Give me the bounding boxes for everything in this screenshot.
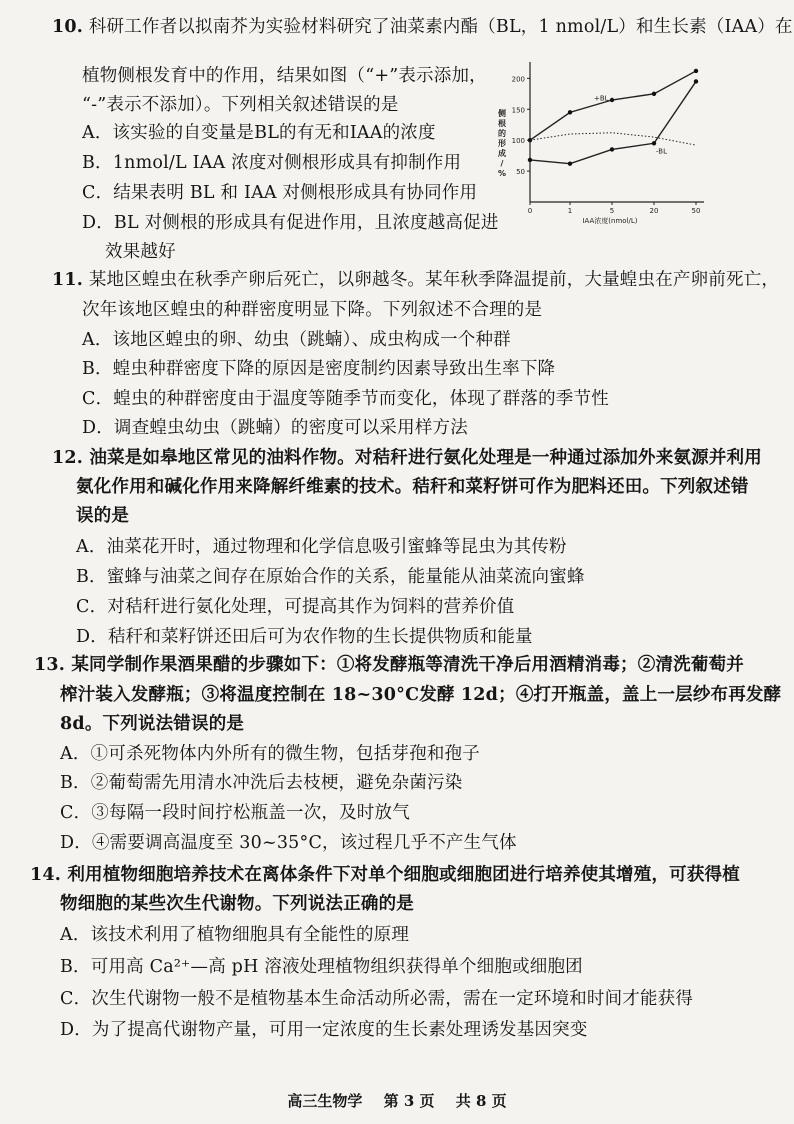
- q10-option-a: A．该实验的自变量是BL的有无和IAA的浓度: [82, 123, 436, 143]
- q10-option-b: B．1nmol/L IAA 浓度对侧根形成具有抑制作用: [82, 153, 462, 173]
- q10-stem-line-1: [52, 16, 793, 38]
- q10-stem-text-1: 科研工作者以拟南芥为实验材料研究了油菜素内酯（BL，1 nmol/L）和生长素（IAA）在: [88, 17, 793, 37]
- chart-y-axis-label-char: %: [497, 169, 507, 178]
- q11-stem-line-2: 次年该地区蝗虫的种群密度明显下降。下列叙述不合理的是: [82, 300, 543, 320]
- q10-option-d-cont: 效果越好: [105, 242, 176, 262]
- q13-option-c: C．③每隔一段时间拧松瓶盖一次，及时放气: [60, 803, 410, 823]
- footer-page-number: 第 3 页: [383, 1092, 435, 1110]
- chart-y-axis-label-char: 成: [498, 149, 506, 158]
- q14-option-b: B．可用高 Ca²⁺—高 pH 溶液处理植物组织获得单个细胞或细胞团: [60, 957, 583, 977]
- chart-x-tick-label: 20: [649, 207, 659, 215]
- chart-point-1-2: [610, 147, 614, 151]
- q14-stem-line-1: [30, 864, 740, 886]
- q12-option-d: D．秸秆和菜籽饼还田后可为农作物的生长提供物质和能量: [76, 627, 533, 647]
- q13-option-d: D．④需要调高温度至 30~35°C，该过程几乎不产生气体: [60, 833, 517, 853]
- q14-stem-text-1: 利用植物细胞培养技术在离体条件下对单个细胞或细胞团进行培养使其增殖，可获得植: [67, 865, 740, 885]
- q10-option-c: C．结果表明 BL 和 IAA 对侧根形成具有协同作用: [82, 183, 478, 203]
- chart-x-tick-label: 0: [527, 207, 533, 215]
- chart-point-1-4: [694, 79, 698, 83]
- chart-point-1-1: [568, 161, 572, 165]
- chart-x-tick-label: 1: [567, 207, 573, 215]
- chart-point-0-1: [568, 110, 572, 114]
- chart-x-axis-label: IAA浓度(nmol/L): [582, 217, 638, 225]
- q10-stem-line-2: 植物侧根发育中的作用，结果如图（“+”表示添加，: [82, 66, 487, 86]
- q12-stem-line-3: 误的是: [76, 506, 130, 526]
- q13-option-b: B．②葡萄需先用清水冲洗后去枝梗，避免杂菌污染: [60, 773, 463, 793]
- footer-subject: 高三生物学: [287, 1092, 363, 1110]
- chart-point-0-2: [610, 98, 614, 102]
- q11-option-a: A．该地区蝗虫的卵、幼虫（跳蝻）、成虫构成一个种群: [82, 330, 511, 350]
- q12-stem-text-1: 油菜是如皋地区常见的油料作物。对秸秆进行氨化处理是一种通过添加外来氨源并利用: [89, 448, 762, 468]
- chart-x-tick-label: 50: [691, 207, 701, 215]
- q11-option-c: C．蝗虫的种群密度由于温度等随季节而变化，体现了群落的季节性: [82, 389, 609, 409]
- q10-line-chart: [486, 56, 722, 226]
- q12-option-b: B．蜜蜂与油菜之间存在原始合作的关系，能量能从油菜流向蜜蜂: [76, 567, 585, 587]
- chart-series-line-0: [530, 71, 696, 140]
- chart-y-tick-label: 100: [511, 137, 525, 146]
- chart-series-label-1: -BL: [656, 147, 667, 156]
- chart-y-axis-label-char: 根: [498, 119, 506, 128]
- chart-point-1-3: [652, 141, 656, 145]
- page-footer: [0, 1090, 794, 1111]
- q13-number: 13.: [34, 655, 66, 675]
- q13-stem-line-2: 榨汁装入发酵瓶；③将温度控制在 18~30°C发酵 12d；④打开瓶盖，盖上一层纱布再发酵: [60, 685, 782, 705]
- chart-point-0-3: [652, 92, 656, 96]
- q12-number: 12.: [52, 448, 84, 468]
- q14-option-d: D．为了提高代谢物产量，可用一定浓度的生长素处理诱发基因突变: [60, 1020, 588, 1040]
- chart-series-line-2: [530, 133, 696, 145]
- q14-option-c: C．次生代谢物一般不是植物基本生命活动所必需，需在一定环境和时间才能获得: [60, 989, 694, 1009]
- q11-stem-text-1: 某地区蝗虫在秋季产卵后死亡，以卵越冬。某年秋季降温提前，大量蝗虫在产卵前死亡，: [88, 270, 780, 290]
- q13-stem-text-1: 某同学制作果酒果醋的步骤如下：①将发酵瓶等清洗干净后用酒精消毒；②清洗葡萄并: [71, 655, 744, 675]
- q10-option-d: D．BL 对侧根的形成具有促进作用，且浓度越高促进: [82, 213, 499, 233]
- chart-y-axis-label-char: 形: [498, 139, 506, 148]
- q11-option-b: B．蝗虫种群密度下降的原因是密度制约因素导致出生率下降: [82, 359, 556, 379]
- q13-option-a: A．①可杀死物体内外所有的微生物，包括芽孢和孢子: [60, 744, 480, 764]
- chart-x-tick-label: 5: [609, 207, 615, 215]
- q11-number: 11.: [52, 270, 84, 290]
- chart-y-axis-label-char: 的: [498, 129, 506, 138]
- chart-y-axis-label-char: /: [500, 159, 504, 168]
- q13-stem-line-3: 8d。下列说法错误的是: [60, 714, 245, 734]
- q10-number: 10.: [52, 17, 84, 37]
- chart-y-tick-label: 200: [511, 75, 525, 84]
- chart-point-0-0: [528, 138, 532, 142]
- chart-y-axis-label-char: 侧: [498, 109, 506, 118]
- chart-y-tick-label: 50: [516, 168, 525, 177]
- q12-stem-line-1: [52, 447, 762, 469]
- q14-stem-line-2: 物细胞的某些次生代谢物。下列说法正确的是: [60, 894, 414, 914]
- chart-point-0-4: [694, 69, 698, 73]
- chart-series-label-0: +BL: [594, 94, 609, 103]
- q12-option-a: A．油菜花开时，通过物理和化学信息吸引蜜蜂等昆虫为其传粉: [76, 537, 567, 557]
- q12-option-c: C．对秸秆进行氨化处理，可提高其作为饲料的营养价值: [76, 597, 515, 617]
- q14-number: 14.: [30, 865, 62, 885]
- chart-y-tick-label: 150: [511, 106, 525, 115]
- q14-option-a: A．该技术利用了植物细胞具有全能性的原理: [60, 925, 410, 945]
- q10-stem-line-3: “-”表示不添加）。下列相关叙述错误的是: [82, 95, 399, 115]
- q12-stem-line-2: 氨化作用和碱化作用来降解纤维素的技术。秸秆和菜籽饼可作为肥料还田。下列叙述错: [76, 477, 749, 497]
- chart-point-1-0: [528, 158, 532, 162]
- q11-stem-line-1: [52, 269, 779, 291]
- q11-option-d: D．调查蝗虫幼虫（跳蝻）的密度可以采用样方法: [82, 418, 468, 438]
- q13-stem-line-1: [34, 654, 744, 676]
- footer-total-pages: 共 8 页: [455, 1092, 507, 1110]
